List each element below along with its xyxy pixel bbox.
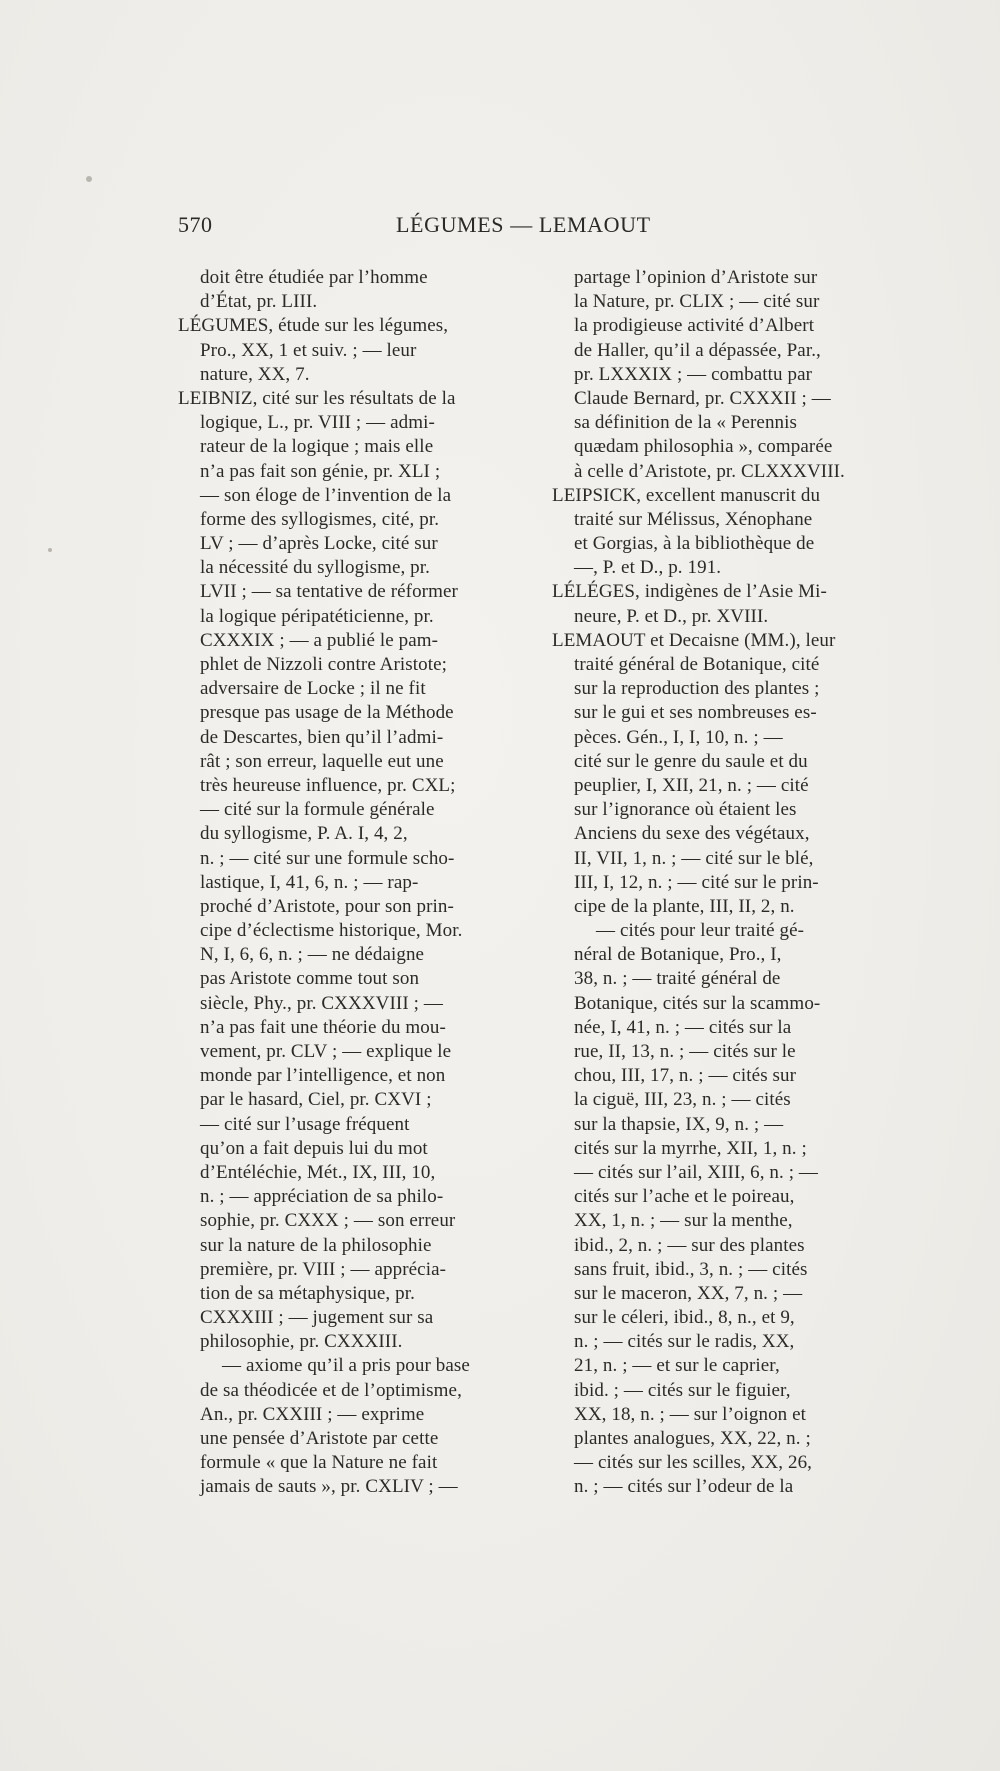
index-line: Anciens du sexe des végétaux,	[574, 823, 810, 845]
index-line: sa définition de la « Perennis	[574, 412, 798, 434]
index-line: sophie, pr. CXXX ; — son erreur	[200, 1210, 456, 1232]
index-line: philosophie, pr. CXXXIII.	[200, 1331, 403, 1353]
index-line: CXXXIII ; — jugement sur sa	[200, 1307, 434, 1329]
index-line: cités sur la myrrhe, XII, 1, n. ;	[574, 1137, 807, 1159]
index-line: pr. LXXXIX ; — combattu par	[574, 363, 813, 385]
index-line: plantes analogues, XX, 22, n. ;	[574, 1428, 811, 1449]
index-line: phlet de Nizzoli contre Aristote;	[200, 654, 448, 675]
page-number: 570	[178, 212, 213, 237]
index-line: de Haller, qu’il a dépassée, Par.,	[574, 339, 821, 361]
index-line: pas Aristote comme tout son	[200, 968, 420, 990]
index-line: LÉGUMES, étude sur les légumes,	[178, 315, 449, 337]
index-line: — cités sur l’ail, XIII, 6, n. ; —	[574, 1161, 819, 1183]
paper-speck	[48, 548, 52, 552]
index-line: pèces. Gén., I, I, 10, n. ; —	[574, 726, 783, 748]
index-line: LV ; — d’après Locke, cité sur	[200, 533, 438, 555]
index-line: de sa théodicée et de l’optimisme,	[200, 1379, 462, 1401]
index-line: — axiome qu’il a pris pour base	[222, 1355, 470, 1377]
index-line: LEIBNIZ, cité sur les résultats de la	[178, 387, 456, 409]
index-line: neure, P. et D., pr. XVIII.	[574, 605, 769, 627]
index-line: une pensée d’Aristote par cette	[200, 1428, 439, 1449]
index-line: — cités sur les scilles, XX, 26,	[574, 1452, 813, 1474]
index-line: 38, n. ; — traité général de	[574, 968, 781, 990]
index-line: cipe d’éclectisme historique, Mor.	[200, 920, 463, 942]
index-line: n. ; — cité sur une formule scho-	[200, 847, 455, 869]
index-line: traité général de Botanique, cité	[574, 654, 820, 675]
index-line: An., pr. CXXIII ; — exprime	[200, 1403, 425, 1425]
index-line: de Descartes, bien qu’il l’admi-	[200, 726, 444, 748]
index-line: sur le gui et ses nombreuses es-	[574, 702, 817, 724]
left-column	[178, 266, 474, 1500]
index-line: chou, III, 17, n. ; — cités sur	[574, 1065, 797, 1087]
index-line: sans fruit, ibid., 3, n. ; — cités	[574, 1258, 808, 1280]
index-line: n. ; — cités sur le radis, XX,	[574, 1331, 795, 1353]
right-column	[552, 266, 870, 1500]
running-head: LÉGUMES — LEMAOUT	[396, 212, 651, 237]
page-header	[178, 212, 662, 248]
index-line: LVII ; — sa tentative de réformer	[200, 581, 458, 603]
index-line: d’État, pr. LIII.	[200, 291, 318, 313]
index-line: peuplier, I, XII, 21, n. ; — cité	[574, 774, 809, 796]
index-line: Claude Bernard, pr. CXXXII ; —	[574, 387, 831, 409]
index-line: Botanique, cités sur la scammo-	[574, 992, 821, 1014]
index-line: doit être étudiée par l’homme	[200, 267, 428, 288]
index-line: LEMAOUT et Decaisne (MM.), leur	[552, 629, 836, 651]
index-line: lastique, I, 41, 6, n. ; — rap-	[200, 871, 419, 893]
index-line: n. ; — cités sur l’odeur de la	[574, 1476, 794, 1498]
index-line: tion de sa métaphysique, pr.	[200, 1282, 415, 1304]
index-line: d’Entéléchie, Mét., IX, III, 10,	[200, 1161, 436, 1183]
index-line: —, P. et D., p. 191.	[574, 557, 722, 579]
index-line: rue, II, 13, n. ; — cités sur le	[574, 1041, 796, 1062]
index-line: jamais de sauts », pr. CXLIV ; —	[200, 1476, 458, 1498]
index-line: XX, 1, n. ; — sur la menthe,	[574, 1210, 793, 1232]
index-line: LEIPSICK, excellent manuscrit du	[552, 484, 821, 506]
index-line: CXXXIX ; — a publié le pam-	[200, 629, 439, 651]
index-line: vement, pr. CLV ; — explique le	[200, 1041, 452, 1062]
paper-speck	[86, 176, 92, 182]
index-line: qu’on a fait depuis lui du mot	[200, 1137, 428, 1159]
index-line: sur le céleri, ibid., 8, n., et 9,	[574, 1307, 795, 1329]
index-line: sur la reproduction des plantes ;	[574, 678, 820, 700]
index-line: nature, XX, 7.	[200, 363, 310, 385]
index-line: à celle d’Aristote, pr. CLXXXVIII.	[574, 460, 845, 482]
index-line: sur l’ignorance où étaient les	[574, 799, 797, 821]
index-line: la Nature, pr. CLIX ; — cité sur	[574, 291, 820, 313]
index-line: adversaire de Locke ; il ne fit	[200, 678, 426, 700]
index-line: la logique péripatéticienne, pr.	[200, 605, 434, 627]
index-line: proché d’Aristote, pour son prin-	[200, 895, 454, 917]
index-line: presque pas usage de la Méthode	[200, 702, 454, 724]
index-line: cité sur le genre du saule et du	[574, 750, 808, 772]
index-line: et Gorgias, à la bibliothèque de	[574, 533, 815, 555]
index-line: quædam philosophia », comparée	[574, 436, 833, 458]
index-line: sur la nature de la philosophie	[200, 1234, 432, 1256]
index-line: n’a pas fait une théorie du mou-	[200, 1016, 446, 1038]
index-line: forme des syllogismes, cité, pr.	[200, 508, 440, 530]
index-line: n’a pas fait son génie, pr. XLI ;	[200, 460, 441, 482]
index-line: n. ; — appréciation de sa philo-	[200, 1186, 444, 1208]
index-line: logique, L., pr. VIII ; — admi-	[200, 412, 435, 434]
index-line: par le hasard, Ciel, pr. CXVI ;	[200, 1089, 432, 1111]
index-line: cités sur l’ache et le poireau,	[574, 1186, 795, 1208]
index-line: LÉLÉGES, indigènes de l’Asie Mi-	[552, 581, 827, 603]
index-line: siècle, Phy., pr. CXXXVIII ; —	[200, 992, 443, 1014]
index-line: première, pr. VIII ; — apprécia-	[200, 1258, 447, 1280]
index-line: XX, 18, n. ; — sur l’oignon et	[574, 1403, 807, 1425]
index-line: — cité sur l’usage fréquent	[200, 1113, 410, 1135]
index-line: ibid. ; — cités sur le figuier,	[574, 1379, 791, 1401]
index-line: II, VII, 1, n. ; — cité sur le blé,	[574, 847, 814, 869]
index-line: du syllogisme, P. A. I, 4, 2,	[200, 823, 408, 845]
index-line: sur le maceron, XX, 7, n. ; —	[574, 1282, 803, 1304]
index-line: rât ; son erreur, laquelle eut une	[200, 750, 444, 772]
index-line: cipe de la plante, III, II, 2, n.	[574, 895, 795, 917]
index-line: — cités pour leur traité gé-	[596, 920, 805, 942]
index-line: partage l’opinion d’Aristote sur	[574, 267, 818, 288]
index-line: monde par l’intelligence, et non	[200, 1065, 446, 1087]
index-line: 21, n. ; — et sur le caprier,	[574, 1355, 780, 1377]
index-line: sur la thapsie, IX, 9, n. ; —	[574, 1113, 784, 1135]
index-line: la ciguë, III, 23, n. ; — cités	[574, 1089, 791, 1111]
index-line: N, I, 6, 6, n. ; — ne dédaigne	[200, 944, 425, 966]
index-line: rateur de la logique ; mais elle	[200, 436, 434, 458]
index-line: ibid., 2, n. ; — sur des plantes	[574, 1234, 805, 1256]
index-line: traité sur Mélissus, Xénophane	[574, 508, 813, 530]
index-line: formule « que la Nature ne fait	[200, 1452, 438, 1474]
index-line: la nécessité du syllogisme, pr.	[200, 557, 431, 579]
index-line: née, I, 41, n. ; — cités sur la	[574, 1016, 792, 1038]
index-line: néral de Botanique, Pro., I,	[574, 944, 782, 966]
index-line: — cité sur la formule générale	[200, 799, 435, 821]
index-line: la prodigieuse activité d’Albert	[574, 315, 815, 337]
index-line: III, I, 12, n. ; — cité sur le prin-	[574, 871, 819, 893]
index-line: Pro., XX, 1 et suiv. ; — leur	[200, 339, 417, 361]
index-line: très heureuse influence, pr. CXL;	[200, 774, 456, 796]
index-line: — son éloge de l’invention de la	[200, 484, 452, 506]
